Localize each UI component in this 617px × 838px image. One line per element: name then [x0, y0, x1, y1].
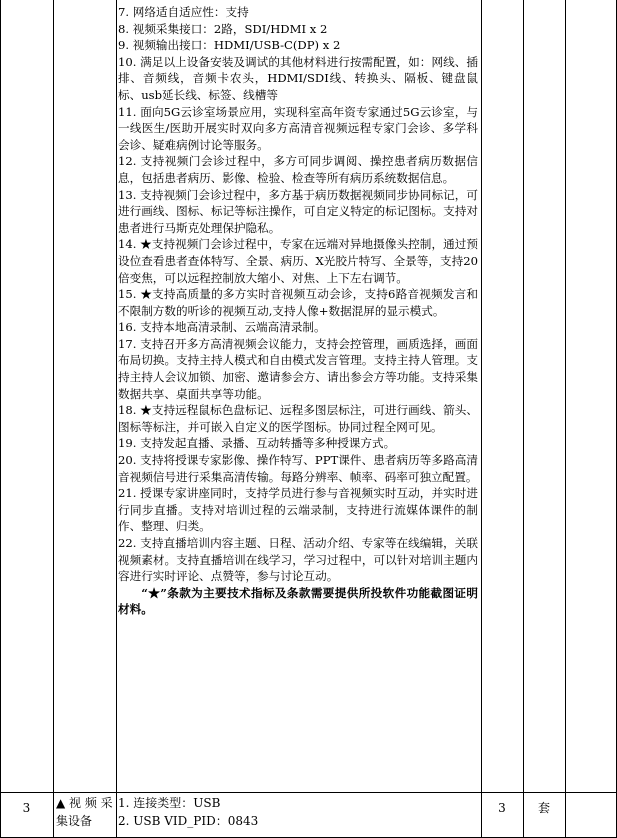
requirement-item: 13. 支持视频门会诊过程中，多方基于病历数据视频同步协同标记，可进行画线、图标、标记等标注操作，可自定义特定的标记图标。支持对患者进行马斯克处理保护隐私。	[118, 187, 478, 235]
item-name-line2: 集设备	[56, 814, 93, 828]
row-index: 3	[22, 801, 31, 815]
unit: 套	[537, 801, 550, 815]
requirement-item: 12. 支持视频门会诊过程中，多方可同步调阅、操控患者病历数据信息，包括患者病历、影像、检验、检查等所有病历系统数据信息。	[118, 154, 478, 185]
col-border	[0, 0, 1, 838]
requirement-item: 8. 视频采集接口：2路，SDI/HDMI x 2	[118, 21, 328, 36]
col-border	[523, 0, 524, 838]
requirement-item: 9. 视频输出接口：HDMI/USB-C(DP) x 2	[118, 38, 341, 53]
requirement-item: 14. ★支持视频门会诊过程中，专家在远端对异地摄像头控制，通过预设位查看患者查体特写、全景、病历、X光胶片特写、全景等，支持20倍变焦，可以远程控制放大缩小、对焦、上下左右调节。	[118, 237, 478, 285]
requirements-list	[118, 4, 478, 618]
quantity: 3	[498, 801, 506, 815]
requirement-item: 17. 支持召开多方高清视频会议能力，支持会控管理，画质选择，画面布局切换。支持主持人模式和自由模式发言管理。支持主持人管理。支持主持人会议加锁、加密、邀请参会方、请出参会方等功能。支持采集数据共享、桌面共享等功能。	[118, 336, 478, 401]
param-line: 1. 连接类型：USB	[118, 796, 221, 810]
item-name-line1: ▲ 视 频 采	[56, 796, 113, 810]
requirement-item: 21. 授课专家讲座同时，支持学员进行参与音视频实时互动，并实时进行同步直播。支持对培训过程的云端录制，支持进行流媒体课件的制作、整理、归类。	[118, 486, 478, 534]
col-border	[481, 0, 482, 838]
requirement-item: 7. 网络适自适应性：支持	[118, 5, 249, 19]
col-border	[53, 0, 54, 838]
requirement-item: 19. 支持发起直播、录播、互动转播等多种授课方式。	[118, 436, 396, 451]
col-border	[565, 0, 566, 838]
row-border	[0, 792, 617, 793]
requirement-item: 20. 支持将授课专家影像、操作特写、PPT课件、患者病历等多路高清音视频信号进行采集高清传输。每路分辨率、帧率、码率可独立配置。	[118, 453, 478, 484]
requirement-item: 18. ★支持远程鼠标色盘标记、远程多图层标注，可进行画线、箭头、图标等标注，并可嵌入自定义的医学图标。协同过程全网可见。	[118, 403, 478, 434]
requirement-item: 10. 满足以上设备安装及调试的其他材料进行按需配置，如：网线、插排、音频线，音频卡农头，HDMI/SDI线、转换头、隔板、键盘鼠标、usb延长线、标签、线槽等	[118, 54, 478, 102]
requirement-item: 11. 面向5G云诊室场景应用，实现科室高年资专家通过5G云诊室，与一线医生/医助开展实时双向多方高清音视频远程专家门会诊、多学科会诊、疑难病例讨论等服务。	[118, 104, 478, 152]
star-clause-note: “★”条款为主要技术指标及条款需要提供所投软件功能截图证明材料。	[118, 585, 478, 617]
col-border	[116, 0, 117, 838]
requirement-item: 16. 支持本地高清录制、云端高清录制。	[118, 320, 326, 335]
requirement-item: 22. 支持直播培训内容主题、日程、活动介绍、专家等在线编辑，关联视频素材。支持直播培训在线学习，学习过程中，可以针对培训主题内容进行实时评论、点赞等，参与讨论互动。	[118, 536, 478, 584]
requirement-item: 15. ★支持高质量的多方实时音视频互动会诊，支持6路音视频发言和不限制方数的听诊的视频互动,支持人像+数据混屏的显示模式。	[118, 287, 478, 318]
param-line: 2. USB VID_PID：0843	[118, 814, 259, 828]
